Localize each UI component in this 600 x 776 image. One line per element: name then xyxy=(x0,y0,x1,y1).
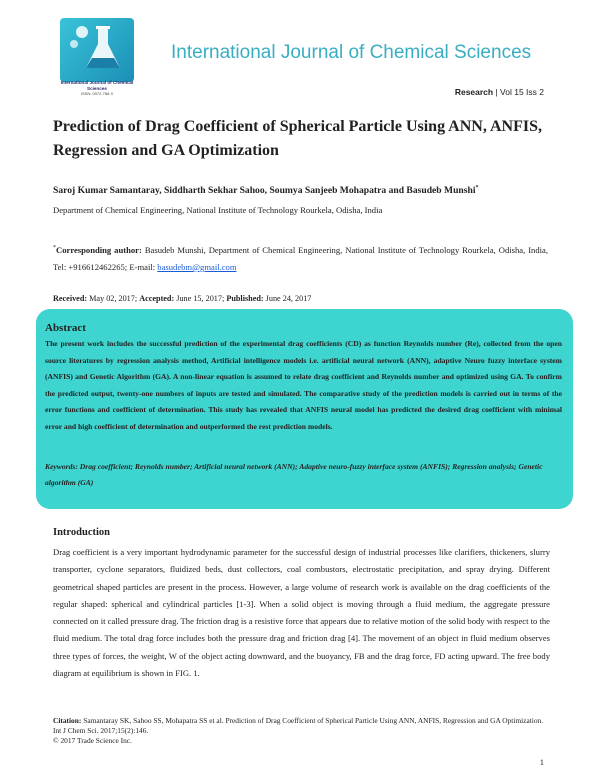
author-mark: * xyxy=(475,185,479,191)
introduction-heading: Introduction xyxy=(53,527,110,538)
email-link[interactable]: basudebm@gmail.com xyxy=(157,261,237,272)
article-type-line: Research | Vol 15 Iss 2 xyxy=(454,87,544,97)
flask-logo-icon xyxy=(60,18,134,82)
abstract-heading: Abstract xyxy=(45,322,86,334)
journal-title: International Journal of Chemical Sciences xyxy=(171,42,532,63)
citation: Citation: Samantaray SK, Sahoo SS, Mohapatra SS et al. Prediction of Drag Coefficient of Spherical Particle Using ANN, ANFIS, Regression and GA Optimization. Int J Chem Sci. 2017;15(2):146. © 2017 Trade Science Inc. xyxy=(53,716,544,745)
corresponding-author: *Corresponding author: Basudeb Munshi, Department of Chemical Engineering, National Institute of Technology Rourkela, Odisha, India, Tel: +916612462265; E-mail: basudebm@gmail.com xyxy=(53,244,549,272)
page-number: 1 xyxy=(539,757,544,767)
author-list: Saroj Kumar Samantaray, Siddharth Sekhar Sahoo, Soumya Sanjeeb Mohapatra and Basudeb Munshi* xyxy=(53,185,479,197)
article-title: Prediction of Drag Coefficient of Spherical Particle Using ANN, ANFIS, Regression and GA Optimization xyxy=(53,118,542,159)
journal-logo xyxy=(60,18,134,100)
article-type: Research xyxy=(454,87,494,97)
logo-issn: ISSN: 0972-768 X xyxy=(80,91,114,96)
copyright: © 2017 Trade Science Inc. xyxy=(53,736,132,745)
introduction-text: Drag coefficient is a very important hydrodynamic parameter for the successful design of industrial processes like clarifiers, thickeners, slurry transporter, cyclone separators, fluidized beds, dust collectors, coal combustors, electrostatic precipitation, and spray drying. Different geometrical shaped particles are present in the process. However, a large volume of research work is available on the drag coefficients of the regular shaped: spherical and cylindrical particles [1-3]. When a solid object is moving through a fluid medium, the aggregate pressure connected on it called pressure drag. The friction drag is a resistive force that appears due to relative motion of the solid body with respect to the fluid medium. The total drag force includes both the pressure drag and friction drag [4]. The movement of an object in fluid medium observes three types of forces, the weight, W of the object acting downward, and the buoyancy, FB and the drag force, FD acting upward. The free body diagram at equilibrium is shown in FIG. 1. xyxy=(53,547,550,679)
volume-issue: Vol 15 Iss 2 xyxy=(500,87,544,97)
publication-dates: Received: May 02, 2017; Accepted: June 15, 2017; Published: June 24, 2017 xyxy=(53,294,312,303)
abstract-text: The present work includes the successful prediction of the experimental drag coefficients (CD) as function Reynolds number (Re), collected from the open source literatures by regression analysis method, Artificial intelligence models i.e. artificial neural network (ANN), adaptive Neuro fuzzy interface system (ANFIS) and Genetic Algorithm (GA). A non-linear equation is assumed to relate drag coefficient and Reynolds number and optimized using GA. To confirm the predicted output, twenty-one numbers of inputs are tested and simulated. The comparative study of the prediction models is carried out in terms of the error functions and coefficient of determination. This study has revealed that ANFIS neural model has predicted the desired drag coefficient with minimal error and high coefficient of determination and outperformed the rest prediction models. xyxy=(45,339,562,431)
citation-label: Citation: xyxy=(53,716,82,725)
affiliation: Department of Chemical Engineering, National Institute of Technology Rourkela, Odisha, India xyxy=(53,205,383,215)
logo-caption: International Journal of Chemical Sciences ISSN: 0972-768 X xyxy=(60,80,134,96)
keywords: Keywords: Drag coefficient; Reynolds number; Artificial neural network (ANN); Adaptive neuro-fuzzy interface system (ANFIS); Regression analysis; Genetic algorithm (GA) xyxy=(45,462,543,487)
corresponding-label: Corresponding author: xyxy=(56,244,142,255)
